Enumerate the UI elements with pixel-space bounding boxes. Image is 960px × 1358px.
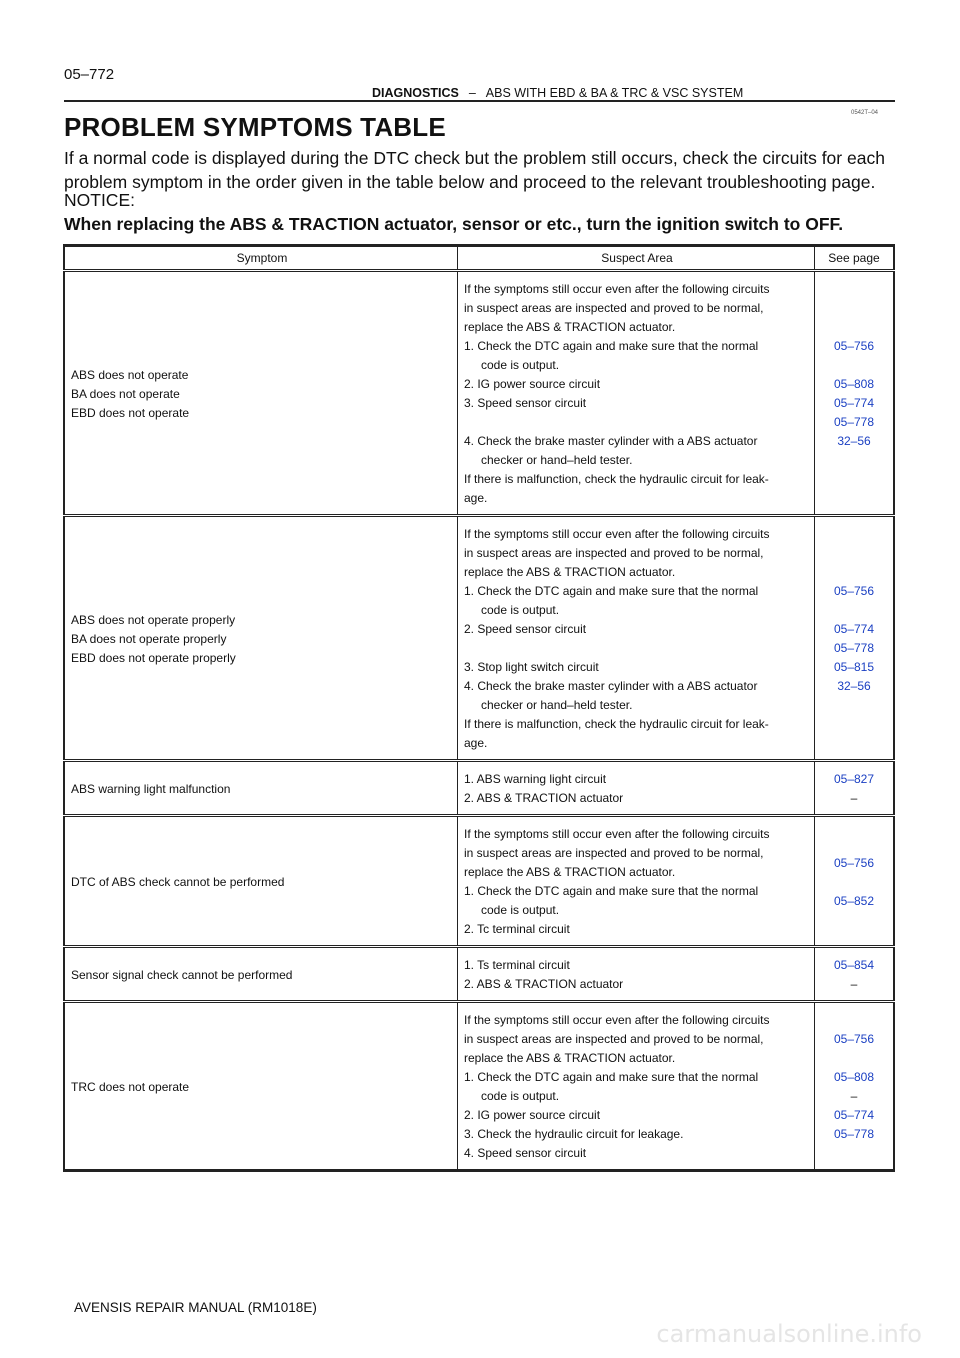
page-reference-link[interactable]: 05–756: [833, 1032, 875, 1046]
page-reference-blank: –: [850, 1089, 858, 1103]
page-reference-link[interactable]: 05–778: [833, 641, 875, 655]
suspect-area-line: replace the ABS & TRACTION actuator.: [464, 865, 676, 879]
suspect-area-line: 1. Check the DTC again and make sure that the normal: [464, 339, 759, 353]
page-reference-link[interactable]: 05–756: [833, 584, 875, 598]
suspect-area-line: in suspect areas are inspected and proved to be normal,: [464, 846, 764, 860]
suspect-area-cell: [458, 761, 815, 816]
table-header-row: [64, 246, 894, 271]
suspect-area-line: If there is malfunction, check the hydraulic circuit for leak-: [464, 717, 769, 731]
column-header-suspect-area: Suspect Area: [458, 246, 815, 271]
suspect-area-line: 3. Stop light switch circuit: [464, 660, 599, 674]
symptom-line: ABS does not operate properly: [71, 612, 236, 627]
symptom-line: ABS warning light malfunction: [71, 781, 231, 796]
symptom-line: DTC of ABS check cannot be performed: [71, 874, 285, 889]
see-page-cell: [815, 516, 895, 761]
page-reference-link[interactable]: 32–56: [837, 434, 871, 448]
suspect-area-line: 1. Check the DTC again and make sure that the normal: [464, 884, 759, 898]
suspect-area-line: in suspect areas are inspected and proved to be normal,: [464, 301, 764, 315]
suspect-area-line: If the symptoms still occur even after the following circuits: [464, 827, 770, 841]
running-head-separator: –: [468, 86, 476, 100]
see-page-cell: [815, 1002, 895, 1171]
page-reference-link[interactable]: 05–778: [833, 1127, 875, 1141]
suspect-area-line: 2. IG power source circuit: [464, 1108, 601, 1122]
suspect-area-cell: [458, 516, 815, 761]
see-page-cell: [815, 947, 895, 1002]
suspect-area-line: checker or hand–held tester.: [481, 453, 633, 467]
suspect-area-line: If the symptoms still occur even after the following circuits: [464, 527, 770, 541]
suspect-area-cell: [458, 271, 815, 516]
running-head-subsection: ABS WITH EBD & BA & TRC & VSC SYSTEM: [485, 86, 744, 100]
running-head: [372, 86, 743, 100]
suspect-area-line: If the symptoms still occur even after the following circuits: [464, 1013, 770, 1027]
suspect-area-cell: [458, 816, 815, 947]
suspect-area-line: 2. Tc terminal circuit: [464, 922, 570, 936]
symptom-cell: [64, 816, 458, 947]
symptom-line: BA does not operate: [71, 386, 180, 401]
page-reference-link[interactable]: 05–827: [833, 772, 875, 786]
see-page-cell: [815, 816, 895, 947]
problem-symptoms-table: [63, 244, 895, 1172]
page-reference-link[interactable]: 05–815: [833, 660, 875, 674]
suspect-area-line: 4. Speed sensor circuit: [464, 1146, 587, 1160]
suspect-area-line: 2. IG power source circuit: [464, 377, 601, 391]
suspect-area-line: replace the ABS & TRACTION actuator.: [464, 565, 676, 579]
suspect-area-line: [464, 413, 810, 432]
suspect-area-line: checker or hand–held tester.: [481, 698, 633, 712]
table-row: [64, 271, 894, 516]
symptom-line: ABS does not operate: [71, 367, 189, 382]
suspect-area-line: replace the ABS & TRACTION actuator.: [464, 1051, 676, 1065]
notice-heading: NOTICE:: [64, 190, 135, 210]
intro-paragraph: If a normal code is displayed during the DTC check but the problem still occurs, check the circuits for each problem symptom in the order given in the table below and proceed to the relevant troubleshooting page.: [64, 148, 885, 192]
page-reference-link[interactable]: 05–854: [833, 958, 875, 972]
symptom-cell: [64, 947, 458, 1002]
suspect-area-line: 2. Speed sensor circuit: [464, 622, 587, 636]
page-reference-link[interactable]: 05–774: [833, 1108, 875, 1122]
page-reference-blank: [815, 1049, 893, 1068]
page-reference-link[interactable]: 05–778: [833, 415, 875, 429]
suspect-area-line: 3. Check the hydraulic circuit for leakage.: [464, 1127, 684, 1141]
see-page-cell: [815, 271, 895, 516]
suspect-area-line: replace the ABS & TRACTION actuator.: [464, 320, 676, 334]
suspect-area-line: [464, 639, 810, 658]
suspect-area-line: code is output.: [481, 1089, 560, 1103]
header-rule: [64, 100, 895, 102]
symptom-line: EBD does not operate: [71, 405, 190, 420]
page-number: 05–772: [64, 66, 115, 83]
suspect-area-cell: [458, 1002, 815, 1171]
suspect-area-line: in suspect areas are inspected and proved to be normal,: [464, 546, 764, 560]
document-code: 0542T–04: [851, 110, 879, 116]
page-reference-link[interactable]: 05–808: [833, 377, 875, 391]
symptom-line: BA does not operate properly: [71, 631, 227, 646]
table-row: [64, 816, 894, 947]
suspect-area-line: If there is malfunction, check the hydraulic circuit for leak-: [464, 472, 769, 486]
page-reference-blank: –: [850, 791, 858, 805]
suspect-area-line: in suspect areas are inspected and proved to be normal,: [464, 1032, 764, 1046]
symptom-cell: [64, 516, 458, 761]
suspect-area-line: code is output.: [481, 603, 560, 617]
notice-text: When replacing the ABS & TRACTION actuator, sensor or etc., turn the ignition switch to OFF.: [64, 214, 844, 234]
page-reference-link[interactable]: 32–56: [837, 679, 871, 693]
page-reference-link[interactable]: 05–852: [833, 893, 875, 908]
suspect-area-line: code is output.: [481, 903, 560, 917]
page-reference-link[interactable]: 05–756: [833, 855, 875, 870]
watermark: carmanualsonline.info: [656, 1320, 922, 1348]
page-reference-blank: [815, 873, 893, 892]
footer-text: AVENSIS REPAIR MANUAL (RM1018E): [74, 1300, 317, 1315]
suspect-area-line: 3. Speed sensor circuit: [464, 396, 587, 410]
suspect-area-line: 4. Check the brake master cylinder with a ABS actuator: [464, 679, 758, 693]
suspect-area-line: age.: [464, 736, 488, 750]
page-reference-link[interactable]: 05–756: [833, 339, 875, 353]
page-reference-link[interactable]: 05–774: [833, 396, 875, 410]
suspect-area-line: age.: [464, 491, 488, 505]
see-page-cell: [815, 761, 895, 816]
table-row: [64, 761, 894, 816]
suspect-area-line: 1. Check the DTC again and make sure that the normal: [464, 1070, 759, 1084]
symptom-line: Sensor signal check cannot be performed: [71, 967, 293, 982]
suspect-area-line: 1. Check the DTC again and make sure that the normal: [464, 584, 759, 598]
page-reference-blank: –: [850, 977, 858, 991]
page-reference-link[interactable]: 05–774: [833, 622, 875, 636]
symptom-cell: [64, 271, 458, 516]
table-row: [64, 1002, 894, 1171]
table-body: [64, 271, 894, 1171]
table-row: [64, 516, 894, 761]
running-head-section: DIAGNOSTICS: [372, 86, 459, 100]
page-reference-blank: [815, 601, 893, 620]
column-header-symptom: Symptom: [64, 246, 458, 271]
symptom-line: TRC does not operate: [71, 1079, 190, 1094]
suspect-area-line: 1. Ts terminal circuit: [464, 958, 570, 972]
suspect-area-line: 2. ABS & TRACTION actuator: [464, 977, 624, 991]
symptom-line: EBD does not operate properly: [71, 650, 236, 665]
suspect-area-line: code is output.: [481, 358, 560, 372]
suspect-area-line: 2. ABS & TRACTION actuator: [464, 791, 624, 805]
page-reference-link[interactable]: 05–808: [833, 1070, 875, 1084]
suspect-area-line: If the symptoms still occur even after the following circuits: [464, 282, 770, 296]
symptom-cell: [64, 1002, 458, 1171]
page-title: PROBLEM SYMPTOMS TABLE: [64, 112, 446, 142]
suspect-area-cell: [458, 947, 815, 1002]
column-header-see-page: See page: [815, 246, 895, 271]
page-reference-blank: [815, 356, 893, 375]
table-row: [64, 947, 894, 1002]
symptom-cell: [64, 761, 458, 816]
suspect-area-line: 1. ABS warning light circuit: [464, 772, 607, 786]
suspect-area-line: 4. Check the brake master cylinder with a ABS actuator: [464, 434, 758, 448]
